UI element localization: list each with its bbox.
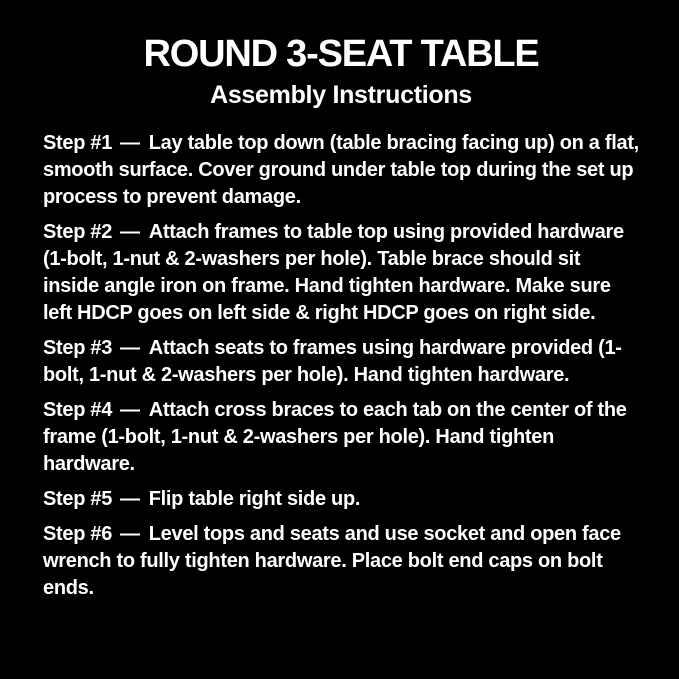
step-4: [43, 397, 639, 478]
step-6-separator: —: [120, 523, 140, 546]
step-1: [43, 130, 639, 211]
step-5: [43, 486, 639, 513]
step-1-separator: —: [120, 132, 140, 155]
page-title: ROUND 3-SEAT TABLE: [143, 33, 539, 75]
step-5-label: Step #5: [43, 488, 113, 511]
step-4-text: Attach cross braces to each tab on the center of the frame (1-bolt, 1-nut & 2-washers per hole). Hand tighten hardware.: [43, 399, 627, 476]
step-3-label: Step #3: [43, 337, 113, 360]
step-3-separator: —: [120, 337, 140, 360]
step-5-separator: —: [120, 488, 140, 511]
step-2-separator: —: [120, 221, 140, 244]
step-6-label: Step #6: [43, 523, 113, 546]
step-2-label: Step #2: [43, 221, 113, 244]
step-4-label: Step #4: [43, 399, 113, 422]
step-6: [43, 521, 639, 602]
step-2: [43, 219, 639, 327]
step-3: [43, 335, 639, 389]
step-4-separator: —: [120, 399, 140, 422]
step-6-text: Level tops and seats and use socket and open face wrench to fully tighten hardware. Place bolt end caps on bolt ends.: [43, 523, 621, 600]
steps-list: [43, 130, 639, 602]
step-1-label: Step #1: [43, 132, 113, 155]
step-3-text: Attach seats to frames using hardware provided (1-bolt, 1-nut & 2-washers per hole). Hand tighten hardware.: [43, 337, 622, 387]
step-1-text: Lay table top down (table bracing facing up) on a flat, smooth surface. Cover ground under table top during the set up process to prevent damage.: [43, 132, 639, 209]
page-subtitle: Assembly Instructions: [210, 80, 472, 109]
step-5-text: Flip table right side up.: [148, 488, 361, 511]
step-2-text: Attach frames to table top using provided hardware (1-bolt, 1-nut & 2-washers per hole). Table brace should sit inside angle iron on frame. Hand tighten hardware. Make sure left HDCP goes on left side & right HDCP goes on right side.: [43, 221, 624, 325]
